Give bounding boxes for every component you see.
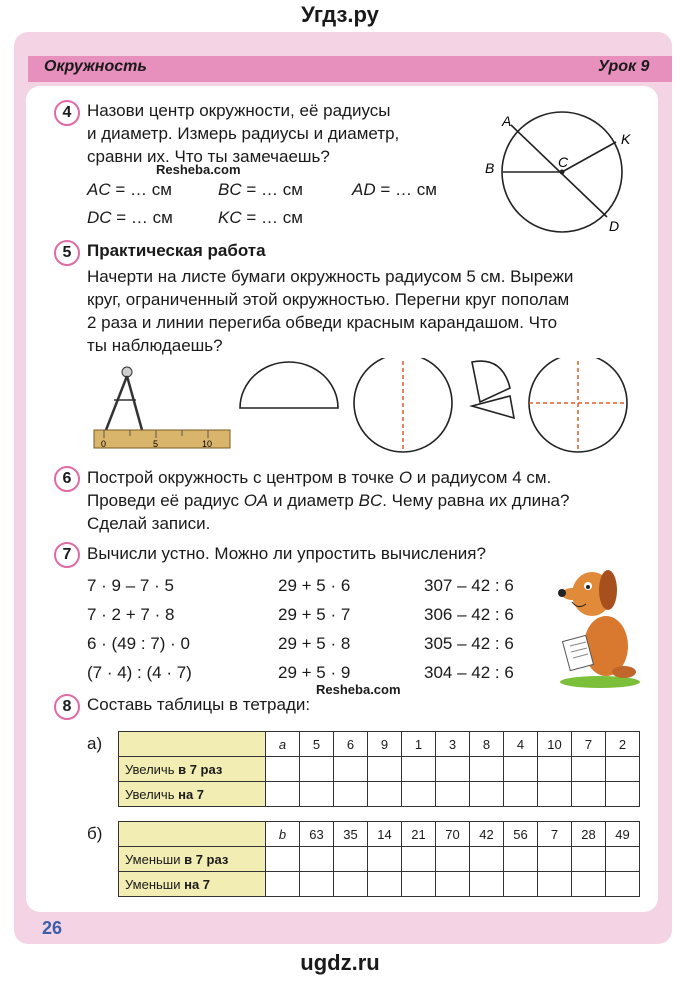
variable-cell: b bbox=[266, 822, 300, 847]
expr: 29 + 5 · 8 bbox=[278, 634, 351, 653]
value-cell: 63 bbox=[300, 822, 334, 847]
row-label: Увеличь на 7 bbox=[119, 782, 266, 807]
value-cell: 4 bbox=[504, 732, 538, 757]
expr: 7 · 2 + 7 · 8 bbox=[87, 605, 175, 624]
dog-mascot-icon bbox=[550, 560, 646, 690]
expr: (7 · 4) : (4 · 7) bbox=[87, 663, 192, 682]
value-cell: 70 bbox=[436, 822, 470, 847]
value-cell: 49 bbox=[606, 822, 640, 847]
page-number: 26 bbox=[42, 918, 63, 938]
label-b: B bbox=[485, 160, 495, 176]
table-row bbox=[119, 757, 640, 782]
measure-ad: AD = … см bbox=[352, 180, 437, 199]
site-title: Угдз.ру bbox=[301, 2, 379, 27]
ruler-tick: 5 bbox=[153, 439, 159, 449]
measure-kc: KC = … см bbox=[218, 208, 303, 227]
expr: 305 – 42 : 6 bbox=[424, 634, 514, 653]
ruler-tick: 0 bbox=[101, 439, 107, 449]
task5-text bbox=[87, 265, 573, 357]
table-row bbox=[119, 822, 640, 847]
value-cell: 35 bbox=[334, 822, 368, 847]
value-cell: 7 bbox=[538, 822, 572, 847]
task8-prompt: Составь таблицы в тетради: bbox=[87, 695, 311, 714]
task6-text bbox=[87, 466, 569, 535]
value-cell: 1 bbox=[402, 732, 436, 757]
task4-line: и диаметр. Измерь радиусы и диаметр, bbox=[87, 124, 400, 143]
expr: 307 – 42 : 6 bbox=[424, 576, 514, 595]
task4-line: сравни их. Что ты замечаешь? bbox=[87, 147, 330, 166]
value-cell: 14 bbox=[368, 822, 402, 847]
variable-cell: a bbox=[266, 732, 300, 757]
row-label: Увеличь в 7 раз bbox=[119, 757, 266, 782]
table-row bbox=[119, 782, 640, 807]
value-cell: 10 bbox=[538, 732, 572, 757]
expr: 306 – 42 : 6 bbox=[424, 605, 514, 624]
task4-text bbox=[87, 99, 399, 168]
value-cell: 6 bbox=[334, 732, 368, 757]
task4-number: 4 bbox=[54, 100, 80, 126]
measure-ac: AC = … см bbox=[87, 180, 172, 199]
table-a bbox=[118, 731, 640, 807]
half-circle-shape bbox=[240, 362, 338, 408]
task4-line: Назови центр окружности, её радиусы bbox=[87, 101, 391, 120]
value-cell: 2 bbox=[606, 732, 640, 757]
value-cell: 42 bbox=[470, 822, 504, 847]
center-point bbox=[560, 170, 565, 175]
task7-prompt: Вычисли устно. Можно ли упростить вычисления? bbox=[87, 544, 486, 563]
folding-illustration bbox=[92, 358, 640, 458]
expr: 6 · (49 : 7) · 0 bbox=[87, 634, 190, 653]
measure-dc: DC = … см bbox=[87, 208, 173, 227]
task5-line: 2 раза и линии перегиба обведи красным карандашом. Что bbox=[87, 313, 558, 332]
value-cell: 5 bbox=[300, 732, 334, 757]
ruler-tick: 10 bbox=[202, 439, 213, 449]
value-cell: 9 bbox=[368, 732, 402, 757]
value-cell: 3 bbox=[436, 732, 470, 757]
row-label: Уменьши на 7 bbox=[119, 872, 266, 897]
circle-figure bbox=[480, 102, 650, 242]
watermark: Resheba.com bbox=[316, 682, 401, 697]
table-b bbox=[118, 821, 640, 897]
value-cell: 7 bbox=[572, 732, 606, 757]
task5-line: ты наблюдаешь? bbox=[87, 336, 223, 355]
table-row bbox=[119, 872, 640, 897]
watermark: Resheba.com bbox=[156, 162, 241, 177]
table-header-cell bbox=[119, 732, 266, 757]
radius-kc bbox=[562, 142, 616, 172]
table-header-cell bbox=[119, 822, 266, 847]
expr: 304 – 42 : 6 bbox=[424, 663, 514, 682]
table-row bbox=[119, 732, 640, 757]
table-a-label: а) bbox=[87, 734, 103, 753]
task5-line: круг, ограниченный этой окружностью. Перегни круг пополам bbox=[87, 290, 570, 309]
expr: 29 + 5 · 6 bbox=[278, 576, 351, 595]
table-b-label: б) bbox=[87, 824, 103, 843]
row-label: Уменьши в 7 раз bbox=[119, 847, 266, 872]
task6-line: Построй окружность с центром в точке O и радиусом 4 см. bbox=[87, 468, 552, 487]
quarter-shape bbox=[472, 361, 510, 402]
measure-bc: BC = … см bbox=[218, 180, 303, 199]
quarter-flap bbox=[472, 396, 514, 418]
site-footer: ugdz.ru bbox=[300, 950, 380, 975]
diameter-ad bbox=[511, 125, 607, 217]
value-cell: 56 bbox=[504, 822, 538, 847]
compass-icon bbox=[106, 367, 142, 430]
task5-line: Начерти на листе бумаги окружность радиусом 5 см. Вырежи bbox=[87, 267, 574, 286]
expr: 7 · 9 – 7 · 5 bbox=[87, 576, 174, 595]
task5-number: 5 bbox=[54, 240, 80, 266]
task8-number: 8 bbox=[54, 694, 80, 720]
label-c: C bbox=[558, 154, 569, 170]
lesson-label: Урок 9 bbox=[598, 58, 650, 75]
value-cell: 8 bbox=[470, 732, 504, 757]
value-cell: 21 bbox=[402, 822, 436, 847]
expr: 29 + 5 · 7 bbox=[278, 605, 351, 624]
topic-title: Окружность bbox=[44, 58, 147, 75]
label-a: A bbox=[502, 113, 512, 129]
task7-number: 7 bbox=[54, 542, 80, 568]
table-row bbox=[119, 847, 640, 872]
task5-title: Практическая работа bbox=[87, 241, 266, 260]
value-cell: 28 bbox=[572, 822, 606, 847]
task6-number: 6 bbox=[54, 466, 80, 492]
ruler-icon bbox=[94, 430, 230, 449]
expr: 29 + 5 · 9 bbox=[278, 663, 351, 682]
task6-line: Сделай записи. bbox=[87, 514, 211, 533]
label-k: K bbox=[621, 131, 631, 147]
label-d: D bbox=[609, 218, 620, 234]
task6-line: Проведи её радиус OA и диаметр BC. Чему равна их длина? bbox=[87, 491, 570, 510]
